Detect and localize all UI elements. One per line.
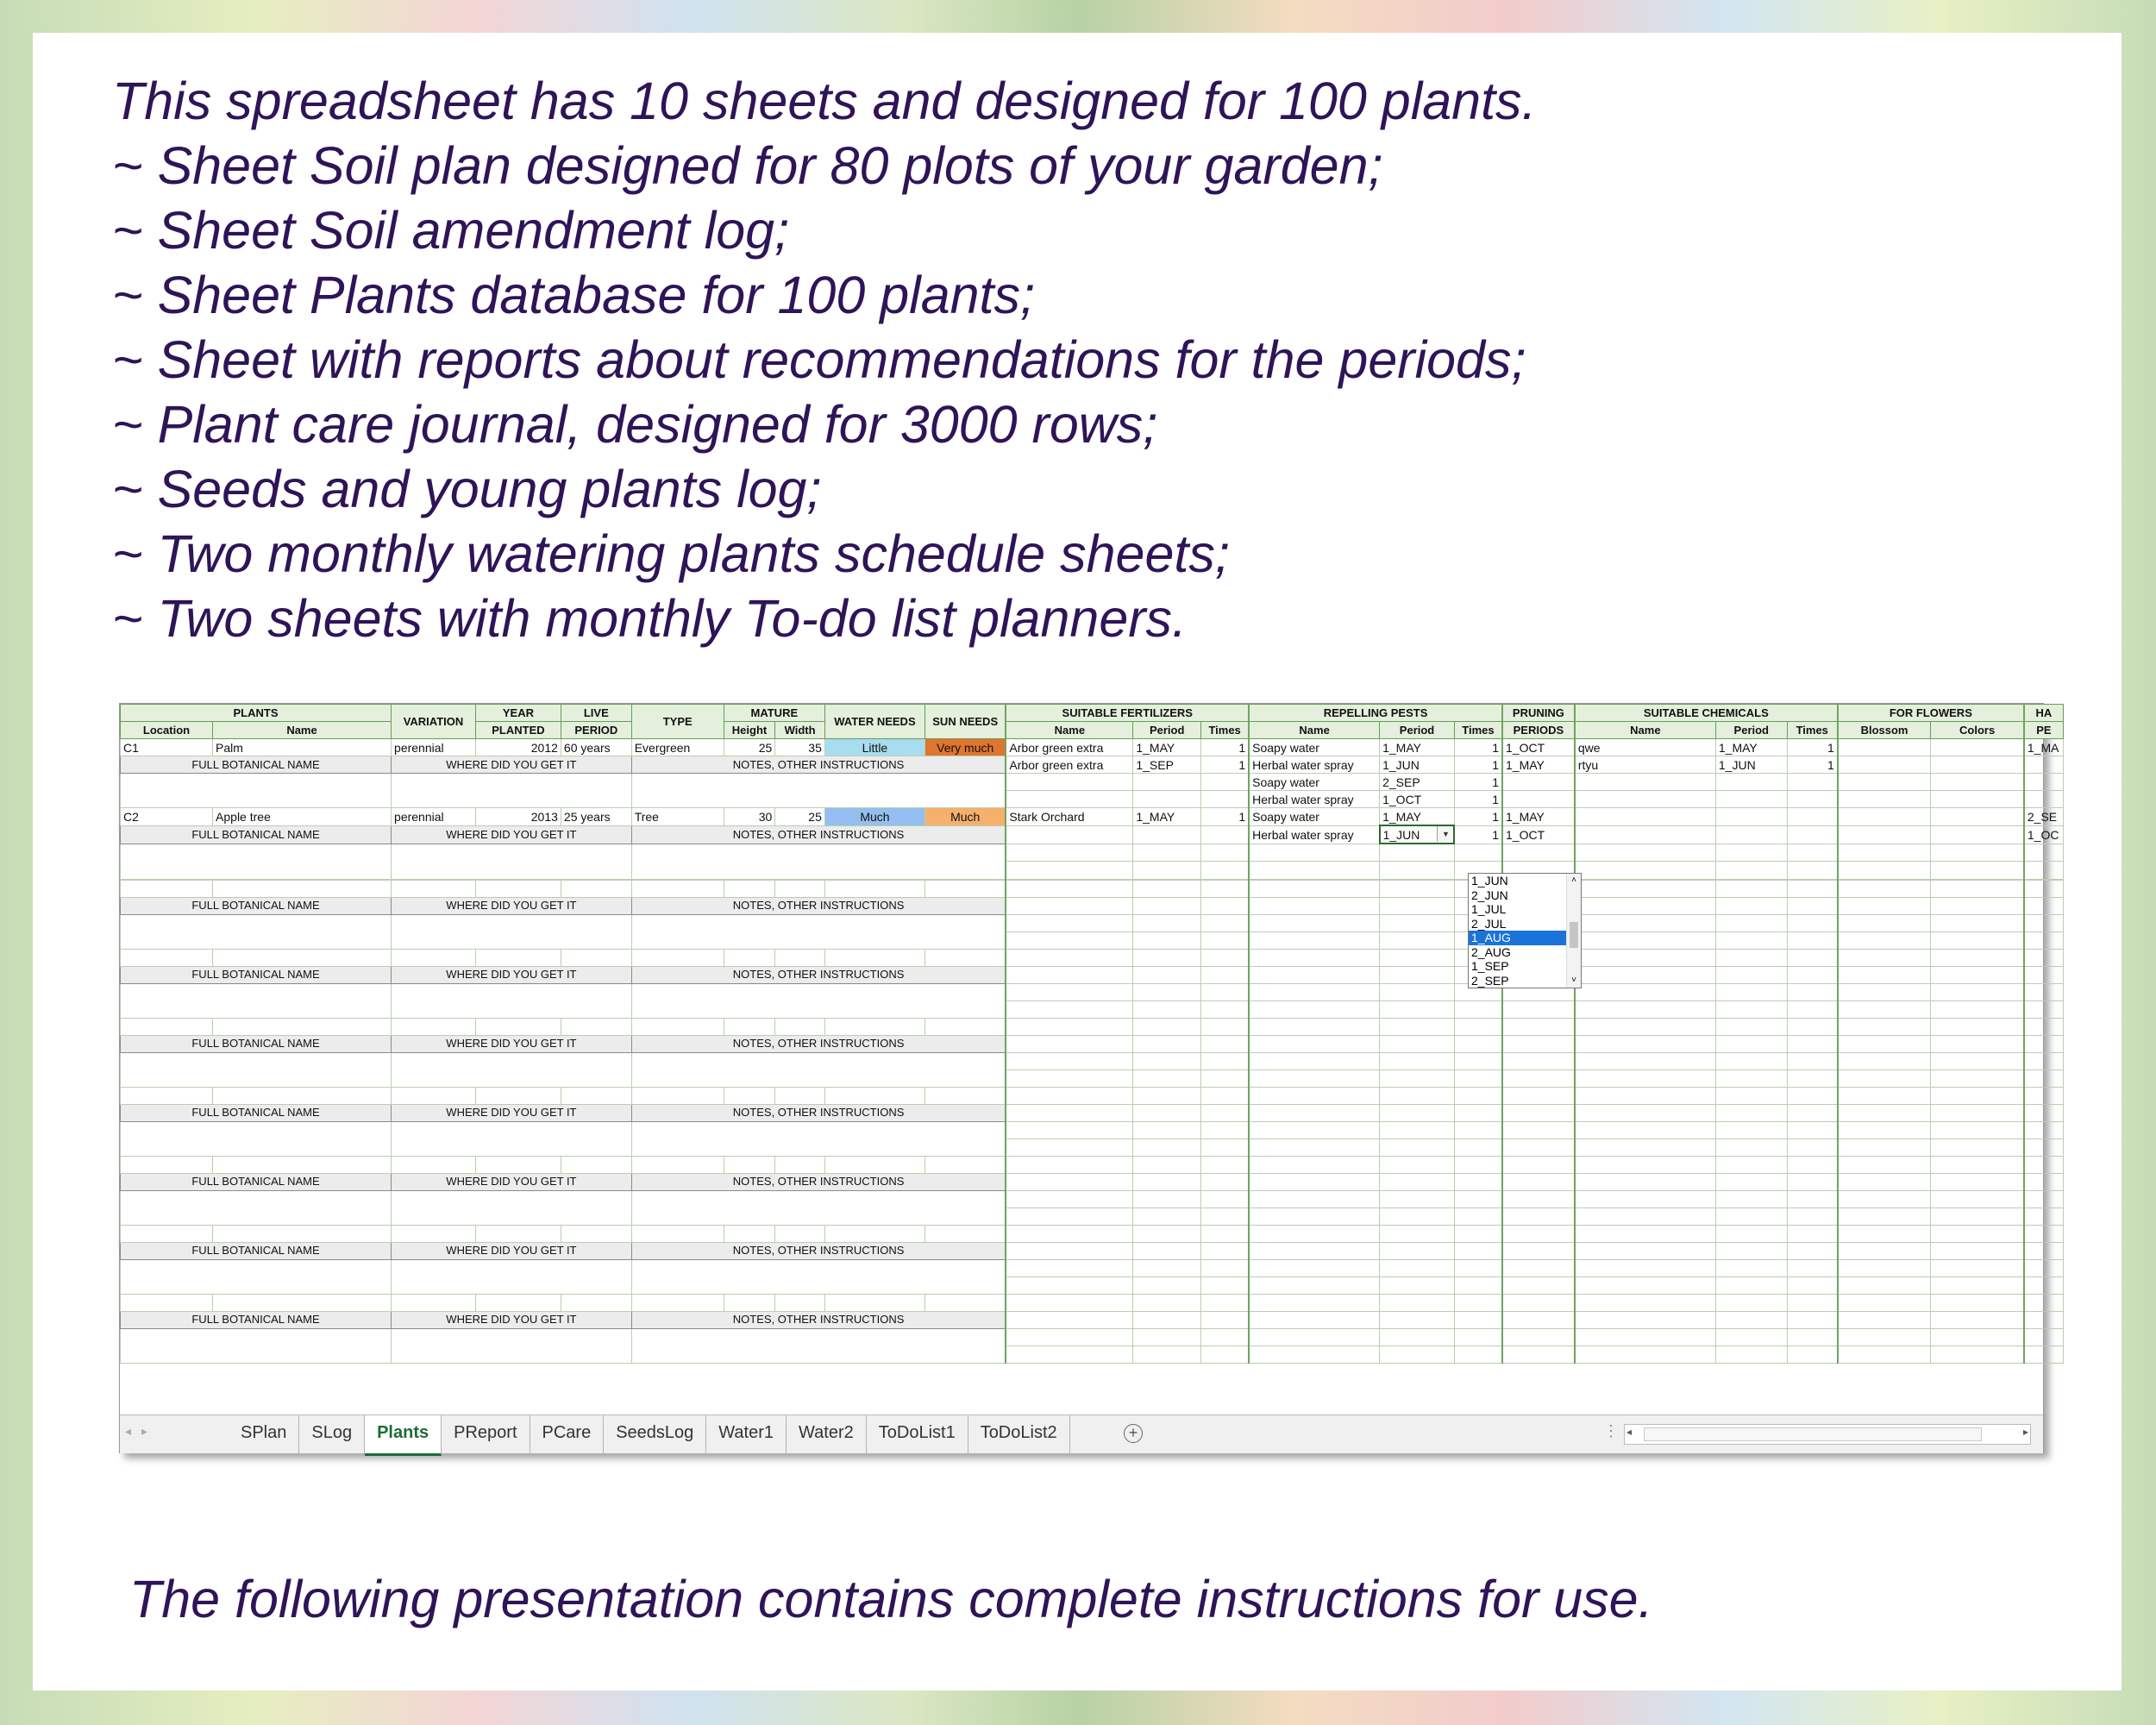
cell-ha[interactable]: 1_OC xyxy=(2024,825,2064,844)
cell-width[interactable]: 35 xyxy=(775,739,825,756)
tab-plants[interactable]: Plants xyxy=(365,1415,442,1456)
header-width: Width xyxy=(775,722,825,739)
plants-table xyxy=(120,704,2064,880)
header-mature: MATURE xyxy=(724,705,824,722)
cell-pest-name[interactable]: Soapy water xyxy=(1249,739,1379,756)
cell-pest-period-active[interactable] xyxy=(1380,825,1455,844)
scroll-left-icon[interactable]: ◂ xyxy=(1626,1426,1633,1438)
cell-fert-times[interactable]: 1 xyxy=(1201,808,1250,826)
cell-pruning[interactable]: 1_MAY xyxy=(1502,756,1575,774)
cell-pest-period[interactable]: 1_MAY xyxy=(1380,739,1455,756)
table-row xyxy=(121,949,2064,966)
table-row xyxy=(121,880,2064,897)
cell-chem-name[interactable]: rtyu xyxy=(1575,756,1716,774)
table-row xyxy=(121,897,2064,914)
header-water-needs: WATER NEEDS xyxy=(824,705,924,739)
dropdown-option[interactable]: 1_JUL xyxy=(1471,902,1507,916)
intro-line: ~ Seeds and young plants log; xyxy=(112,460,822,518)
table-row xyxy=(121,1104,2064,1121)
dropdown-option-selected[interactable]: 1_AUG xyxy=(1469,931,1581,945)
tab-water1[interactable]: Water1 xyxy=(706,1415,787,1453)
cell-where[interactable] xyxy=(392,844,632,879)
cell-botanical[interactable] xyxy=(121,1121,392,1156)
footer-note: The following presentation contains complete instructions for use. xyxy=(129,1570,1653,1628)
spreadsheet-window xyxy=(119,703,2059,1453)
period-dropdown-list[interactable] xyxy=(1468,873,1582,988)
label-where: WHERE DID YOU GET IT xyxy=(392,756,632,774)
table-row xyxy=(121,1052,2064,1070)
horizontal-scrollbar[interactable] xyxy=(1624,1424,2031,1445)
header-height: Height xyxy=(724,722,775,739)
label-notes: NOTES, OTHER INSTRUCTIONS xyxy=(631,1104,1006,1121)
label-where: WHERE DID YOU GET IT xyxy=(392,1242,632,1259)
intro-line: ~ Two monthly watering plants schedule sheets; xyxy=(112,524,1230,583)
header-chem-name: Name xyxy=(1575,722,1716,739)
table-row xyxy=(121,1242,2064,1259)
cell-notes[interactable] xyxy=(631,1328,1006,1363)
table-row xyxy=(121,1190,2064,1208)
header-year: YEAR xyxy=(475,705,561,722)
header-colors: Colors xyxy=(1931,722,2024,739)
scroll-right-icon[interactable]: ▸ xyxy=(2022,1426,2028,1438)
intro-line: ~ Sheet Soil amendment log; xyxy=(112,201,790,260)
sheet-tab-bar xyxy=(120,1414,2043,1453)
header-sun-needs: SUN NEEDS xyxy=(925,705,1006,739)
intro-text xyxy=(112,69,1537,651)
tab-preport[interactable]: PReport xyxy=(442,1415,530,1453)
cell-pest-name[interactable]: Soapy water xyxy=(1249,774,1379,791)
cell-where[interactable] xyxy=(392,1259,632,1294)
spreadsheet-grid xyxy=(120,704,2059,1414)
label-where: WHERE DID YOU GET IT xyxy=(392,897,632,914)
table-row xyxy=(121,739,2064,756)
label-notes: NOTES, OTHER INSTRUCTIONS xyxy=(631,1242,1006,1259)
cell-notes[interactable] xyxy=(631,844,1006,879)
label-botanical: FULL BOTANICAL NAME xyxy=(121,1035,392,1052)
tab-water2[interactable]: Water2 xyxy=(787,1415,867,1453)
cell-where[interactable] xyxy=(392,774,632,808)
cell-fert-times[interactable]: 1 xyxy=(1201,756,1250,774)
cell-sun-needs[interactable]: Very much xyxy=(925,739,1006,756)
dropdown-option[interactable]: 2_SEP xyxy=(1471,973,1509,988)
empty-plant-blocks xyxy=(120,880,2064,1364)
cell-notes[interactable] xyxy=(631,1259,1006,1294)
header-variation: VARIATION xyxy=(392,705,476,739)
header-pruning: PRUNING xyxy=(1502,705,1575,722)
table-row xyxy=(121,1087,2064,1104)
label-where: WHERE DID YOU GET IT xyxy=(392,966,632,983)
tab-pcare[interactable]: PCare xyxy=(530,1415,605,1453)
label-botanical: FULL BOTANICAL NAME xyxy=(121,1104,392,1121)
cell-pruning[interactable]: 1_OCT xyxy=(1502,825,1575,844)
cell-pruning[interactable]: 1_MAY xyxy=(1502,808,1575,826)
cell-botanical[interactable] xyxy=(121,914,392,949)
header-pest-name: Name xyxy=(1249,722,1379,739)
table-row xyxy=(121,756,2064,774)
chevron-down-icon[interactable]: ▼ xyxy=(1437,826,1453,842)
intro-line: This spreadsheet has 10 sheets and designed for 100 plants. xyxy=(112,72,1537,130)
intro-line: ~ Plant care journal, designed for 3000 rows; xyxy=(112,395,1158,454)
header-planted: PLANTED xyxy=(475,722,561,739)
cell-year[interactable]: 2012 xyxy=(475,739,561,756)
cell-pest-period[interactable]: 2_SEP xyxy=(1380,774,1455,791)
header-name: Name xyxy=(213,722,392,739)
cell-pest-times[interactable]: 1 xyxy=(1454,756,1502,774)
cell-chem-period[interactable]: 1_MAY xyxy=(1715,739,1787,756)
label-notes: NOTES, OTHER INSTRUCTIONS xyxy=(631,966,1006,983)
cell-pest-times[interactable]: 1 xyxy=(1454,739,1502,756)
cell-botanical[interactable] xyxy=(121,844,392,879)
header-location: Location xyxy=(121,722,213,739)
header-pest-times: Times xyxy=(1454,722,1502,739)
cell-ha[interactable]: 2_SE xyxy=(2024,808,2064,826)
cell-chem-times[interactable]: 1 xyxy=(1787,739,1838,756)
cell-notes[interactable] xyxy=(631,1052,1006,1087)
header-repelling-pests: REPELLING PESTS xyxy=(1249,705,1502,722)
cell-colors[interactable] xyxy=(1931,739,2024,756)
cell-live[interactable]: 60 years xyxy=(561,739,631,756)
cell-type[interactable]: Tree xyxy=(631,808,724,826)
label-where: WHERE DID YOU GET IT xyxy=(392,1311,632,1328)
label-botanical: FULL BOTANICAL NAME xyxy=(121,1173,392,1190)
cell-blossom[interactable] xyxy=(1838,739,1931,756)
table-row xyxy=(121,825,2064,844)
header-fert-times: Times xyxy=(1201,722,1250,739)
cell-pest-name[interactable]: Herbal water spray xyxy=(1249,791,1379,808)
label-where: WHERE DID YOU GET IT xyxy=(392,1173,632,1190)
label-notes: NOTES, OTHER INSTRUCTIONS xyxy=(631,756,1006,774)
tab-splan[interactable]: SPlan xyxy=(229,1415,299,1453)
header-blossom: Blossom xyxy=(1838,722,1931,739)
dropdown-scrollbar[interactable] xyxy=(1566,874,1581,988)
header-plants: PLANTS xyxy=(121,705,392,722)
cell-pest-period[interactable]: 1_OCT xyxy=(1380,791,1455,808)
header-for-flowers: FOR FLOWERS xyxy=(1838,705,2024,722)
cell-fert-name[interactable]: Arbor green extra xyxy=(1006,756,1132,774)
cell-pest-times[interactable]: 1 xyxy=(1454,791,1502,808)
dropdown-option[interactable]: 1_JUN xyxy=(1471,874,1508,888)
cell-botanical[interactable] xyxy=(121,1190,392,1225)
chevron-down-icon[interactable]: ˅ xyxy=(1571,975,1576,985)
scrollbar-thumb[interactable] xyxy=(1570,922,1578,948)
intro-line: ~ Sheet with reports about recommendations for the periods; xyxy=(112,330,1526,389)
cell-pest-name[interactable]: Herbal water spray xyxy=(1249,756,1379,774)
intro-line: ~ Sheet Plants database for 100 plants; xyxy=(112,266,1035,324)
cell-type[interactable]: Evergreen xyxy=(631,739,724,756)
cell-where[interactable] xyxy=(392,1328,632,1363)
cell-height[interactable]: 25 xyxy=(724,739,775,756)
cell-year[interactable]: 2013 xyxy=(475,808,561,826)
cell-fert-period[interactable]: 1_SEP xyxy=(1133,756,1201,774)
label-notes: NOTES, OTHER INSTRUCTIONS xyxy=(631,1035,1006,1052)
cell-location[interactable]: C2 xyxy=(121,808,213,826)
cell-sun-needs[interactable]: Much xyxy=(925,808,1006,826)
cell-botanical[interactable] xyxy=(121,774,392,808)
tab-slog[interactable]: SLog xyxy=(299,1415,365,1453)
label-botanical: FULL BOTANICAL NAME xyxy=(121,756,392,774)
dropdown-option[interactable]: 2_JUN xyxy=(1471,888,1508,902)
scrollbar-thumb[interactable] xyxy=(1644,1427,1982,1441)
cell-pest-period[interactable]: 1_MAY xyxy=(1380,808,1455,826)
label-botanical: FULL BOTANICAL NAME xyxy=(121,1242,392,1259)
header-suitable-chemicals: SUITABLE CHEMICALS xyxy=(1575,705,1838,722)
table-row xyxy=(121,1311,2064,1328)
cell-pruning[interactable]: 1_OCT xyxy=(1502,739,1575,756)
label-where: WHERE DID YOU GET IT xyxy=(392,1035,632,1052)
label-notes: NOTES, OTHER INSTRUCTIONS xyxy=(631,1311,1006,1328)
cell-pest-period[interactable]: 1_JUN xyxy=(1380,756,1455,774)
label-botanical: FULL BOTANICAL NAME xyxy=(121,966,392,983)
cell-pest-times[interactable]: 1 xyxy=(1454,774,1502,791)
cell-chem-times[interactable]: 1 xyxy=(1787,756,1838,774)
header-fert-name: Name xyxy=(1006,722,1132,739)
table-row xyxy=(121,1121,2064,1138)
table-row xyxy=(121,1035,2064,1052)
tab-seedslog[interactable]: SeedsLog xyxy=(604,1415,706,1453)
label-botanical: FULL BOTANICAL NAME xyxy=(121,1311,392,1328)
intro-line: ~ Two sheets with monthly To-do list planners. xyxy=(112,589,1188,648)
cell-pest-times[interactable]: 1 xyxy=(1454,825,1502,844)
cell-variation[interactable]: perennial xyxy=(392,739,476,756)
cell-name[interactable]: Apple tree xyxy=(213,808,392,826)
label-notes: NOTES, OTHER INSTRUCTIONS xyxy=(631,825,1006,844)
cell-notes[interactable] xyxy=(631,1190,1006,1225)
intro-line: ~ Sheet Soil plan designed for 80 plots of your garden; xyxy=(112,136,1383,195)
cell-variation[interactable]: perennial xyxy=(392,808,476,826)
cell-water-needs[interactable]: Much xyxy=(824,808,924,826)
table-row xyxy=(121,1225,2064,1242)
cell-chem-period[interactable]: 1_JUN xyxy=(1715,756,1787,774)
cell-height[interactable]: 30 xyxy=(724,808,775,826)
cell-notes[interactable] xyxy=(631,774,1006,808)
header-pe: PE xyxy=(2024,722,2064,739)
table-row xyxy=(121,1259,2064,1276)
cell-ha[interactable]: 1_MA xyxy=(2024,739,2064,756)
table-row xyxy=(121,844,2064,862)
header-pruning-periods: PERIODS xyxy=(1502,722,1575,739)
header-type: TYPE xyxy=(631,705,724,739)
table-row xyxy=(121,1328,2064,1346)
table-row xyxy=(121,983,2064,1000)
cell-chem-name[interactable]: qwe xyxy=(1575,739,1716,756)
cell-location[interactable]: C1 xyxy=(121,739,213,756)
label-botanical: FULL BOTANICAL NAME xyxy=(121,897,392,914)
sheet-tabs xyxy=(229,1415,1070,1453)
cell-live[interactable]: 25 years xyxy=(561,808,631,826)
cell-fert-times[interactable]: 1 xyxy=(1201,739,1250,756)
label-notes: NOTES, OTHER INSTRUCTIONS xyxy=(631,897,1006,914)
cell-botanical[interactable] xyxy=(121,1052,392,1087)
cell-fert-name[interactable]: Stark Orchard xyxy=(1006,808,1132,826)
header-chem-period: Period xyxy=(1715,722,1787,739)
chevron-up-icon[interactable]: ˄ xyxy=(1571,875,1576,885)
dropdown-option[interactable]: 2_JUL xyxy=(1471,916,1507,931)
cell-pest-times[interactable]: 1 xyxy=(1454,808,1502,826)
cell-botanical[interactable] xyxy=(121,1259,392,1294)
cell-where[interactable] xyxy=(392,1052,632,1087)
cell-water-needs[interactable]: Little xyxy=(824,739,924,756)
cell-fert-period[interactable]: 1_MAY xyxy=(1133,808,1201,826)
cell-botanical[interactable] xyxy=(121,983,392,1018)
slide-card xyxy=(33,33,2122,1690)
cell-where[interactable] xyxy=(392,914,632,949)
cell-pest-name[interactable]: Herbal water spray xyxy=(1249,825,1379,844)
table-row xyxy=(121,1156,2064,1173)
cell-notes[interactable] xyxy=(631,1121,1006,1156)
table-row xyxy=(121,1018,2064,1035)
dropdown-option[interactable]: 2_AUG xyxy=(1471,944,1511,959)
cell-botanical[interactable] xyxy=(121,1328,392,1363)
table-row xyxy=(121,1173,2064,1190)
dropdown-option[interactable]: 1_SEP xyxy=(1471,959,1509,973)
add-sheet-icon[interactable]: + xyxy=(1124,1424,1143,1443)
table-row xyxy=(121,914,2064,932)
table-row xyxy=(121,966,2064,983)
cell-name[interactable]: Palm xyxy=(213,739,392,756)
tab-todolist2[interactable]: ToDoList2 xyxy=(968,1415,1070,1453)
cell-width[interactable]: 25 xyxy=(775,808,825,826)
header-ha: HA xyxy=(2024,705,2064,722)
cell-where[interactable] xyxy=(392,983,632,1018)
cell-pest-name[interactable]: Soapy water xyxy=(1249,808,1379,826)
cell-fert-name[interactable]: Arbor green extra xyxy=(1006,739,1132,756)
table-row xyxy=(121,774,2064,791)
cell-notes[interactable] xyxy=(631,914,1006,949)
cell-fert-period[interactable]: 1_MAY xyxy=(1133,739,1201,756)
label-notes: NOTES, OTHER INSTRUCTIONS xyxy=(631,1173,1006,1190)
header-pest-period: Period xyxy=(1380,722,1455,739)
label-where: WHERE DID YOU GET IT xyxy=(392,1104,632,1121)
tab-todolist1[interactable]: ToDoList1 xyxy=(867,1415,968,1453)
cell-pest-period-value: 1_JUN xyxy=(1382,827,1420,842)
table-row xyxy=(121,808,2064,826)
header-chem-times: Times xyxy=(1787,722,1838,739)
table-row xyxy=(121,1294,2064,1311)
tab-scroll-arrows-icon[interactable]: ◂▸ xyxy=(125,1424,159,1438)
cell-where[interactable] xyxy=(392,1190,632,1225)
cell-notes[interactable] xyxy=(631,983,1006,1018)
header-period: PERIOD xyxy=(561,722,631,739)
cell-where[interactable] xyxy=(392,1121,632,1156)
header-suitable-fertilizers: SUITABLE FERTILIZERS xyxy=(1006,705,1249,722)
label-where: WHERE DID YOU GET IT xyxy=(392,825,632,844)
label-botanical: FULL BOTANICAL NAME xyxy=(121,825,392,844)
header-live: LIVE xyxy=(561,705,631,722)
splitter-handle-icon[interactable]: ⋮ xyxy=(1603,1422,1619,1440)
header-fert-period: Period xyxy=(1133,722,1201,739)
